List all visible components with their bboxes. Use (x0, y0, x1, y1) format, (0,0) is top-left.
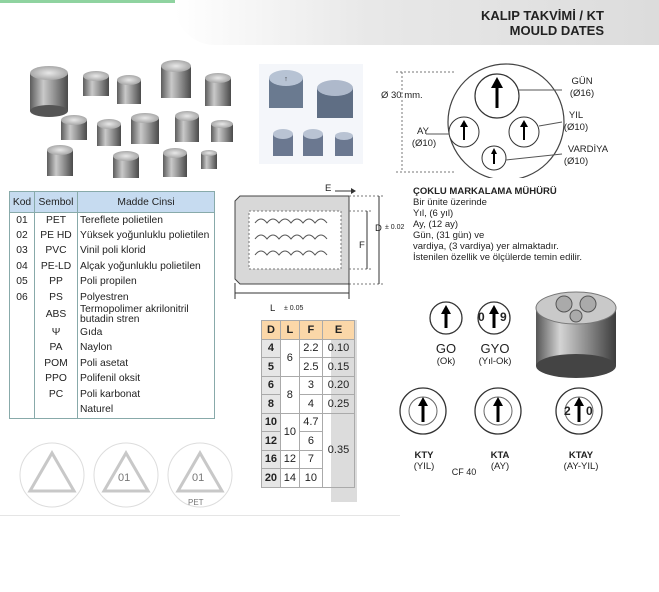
go-label: GO (435, 341, 457, 356)
page-subtitle: MOULD DATES (509, 23, 604, 38)
table-row: Ψ Gıda (10, 325, 215, 340)
go-stamp-icon (428, 300, 464, 336)
material-table (9, 191, 215, 419)
pin-1 (30, 66, 68, 117)
table-row: 8 4 0.25 (262, 395, 355, 414)
ay-dia: (Ø10) (411, 138, 437, 149)
svg-text:↑: ↑ (284, 76, 288, 83)
ktay-sub: (AY-YIL) (563, 461, 599, 472)
col-header-madde: Madde Cinsi (78, 192, 215, 213)
table-row: 04 PE-LD Alçak yoğunluklu polietilen (10, 259, 215, 274)
table-row: 05 PP Poli propilen (10, 275, 215, 290)
table-row: ABS Termopolimer akrilonitril butadin stren (10, 305, 215, 325)
pin-3 (117, 75, 141, 104)
kta-sub: (AY) (490, 461, 510, 472)
pin-4 (161, 60, 191, 98)
table-row: Naturel (10, 402, 215, 418)
table-row: 5 2.5 0.15 (262, 358, 355, 377)
table-row: 4 6 2.2 0.10 (262, 339, 355, 358)
table-row: POM Poli asetat (10, 356, 215, 371)
table-row: 20 14 10 (262, 469, 355, 488)
ay-label: AY (417, 126, 429, 137)
go-sub: (Ok) (436, 356, 456, 367)
gyo-sub: (Yıl-Ok) (478, 356, 512, 367)
table-row: PPO Polifenil oksit (10, 372, 215, 387)
pin-9 (175, 111, 199, 142)
multi-line-6: İstenilen özellik ve ölçülerde temin edilir. (413, 252, 582, 263)
pin-13 (163, 148, 187, 177)
col-header-sembol: Sembol (35, 192, 78, 213)
pin-11 (47, 145, 73, 176)
recycle-symbol-blank (14, 441, 90, 509)
cf-label: CF 40 (451, 467, 477, 477)
pin-5 (205, 73, 231, 106)
diameter-label: Ø 30 mm. (381, 90, 423, 101)
gyo-digit-left: 0 (478, 310, 485, 324)
table-row: PC Poli karbonat (10, 387, 215, 402)
table-row: 02 PE HD Yüksek yoğunluklu polietilen (10, 228, 215, 243)
kty-stamp-icon (398, 386, 448, 436)
multi-line-2: Yıl, (6 yıl) (413, 208, 454, 219)
kta-stamp-icon (473, 386, 523, 436)
vardiya-dia: (Ø10) (563, 156, 589, 167)
table-row: 12 6 (262, 432, 355, 451)
multi-stamp-diagram (376, 60, 659, 178)
yil-label: YIL (568, 110, 584, 121)
dim-f-label: F (359, 240, 365, 251)
gyo-digit-right: 9 (500, 310, 507, 324)
pin-7 (97, 119, 121, 146)
table-row: 6 8 3 0.20 (262, 376, 355, 395)
kty-label: KTY (414, 450, 434, 461)
col-header-kod: Kod (10, 192, 35, 213)
dim-d-tol: ± 0.02 (385, 224, 405, 231)
dim-l-tol: ± 0.05 (284, 305, 304, 312)
page-title: KALIP TAKVİMİ / KT (480, 8, 604, 23)
table-row: 06 PS Polyestren (10, 290, 215, 305)
pin-12 (113, 151, 139, 178)
dim-e-label: E (325, 183, 332, 194)
dim-l-label: L (270, 303, 276, 314)
technical-drawing (225, 183, 395, 313)
table-row: 16 12 7 (262, 450, 355, 469)
food-icon: Ψ (35, 325, 78, 340)
recycle-code-2: 01 (192, 472, 205, 484)
recycle-pet-label: PET (188, 498, 204, 507)
pin-6 (61, 115, 87, 140)
kty-sub: (YIL) (413, 461, 435, 472)
dimension-table: D L F E 4 6 2.2 0.10 5 2.5 0.15 6 8 3 0.20 8 4 0.25 10 10 4.7 0.35 12 6 16 12 7 20 14 10 (261, 320, 355, 488)
gun-label: GÜN (571, 76, 593, 87)
gyo-label: GYO (480, 341, 510, 356)
yil-dia: (Ø10) (563, 122, 589, 133)
vardiya-label: VARDİYA (567, 144, 609, 155)
kta-label: KTA (490, 450, 510, 461)
product-photo-multi-stamp (530, 286, 622, 382)
multi-line-1: Bir ünite üzerinde (413, 197, 487, 208)
dim-d-label: D (375, 223, 382, 234)
product-photo-pins (25, 58, 250, 188)
multi-line-3: Ay, (12 ay) (413, 219, 459, 230)
table-row: 10 10 4.7 0.35 (262, 413, 355, 432)
table-row: PA Naylon (10, 341, 215, 356)
multi-line-4: Gün, (31 gün) ve (413, 230, 485, 241)
multi-line-5: vardiya, (3 vardiya) yer almaktadır. (413, 241, 559, 252)
gun-dia: (Ø16) (569, 88, 595, 99)
ktay-stamp-icon (554, 386, 604, 436)
product-photo-date-pins (259, 64, 363, 164)
divider (0, 515, 400, 516)
multi-title: ÇOKLU MARKALAMA MÜHÜRÜ (413, 186, 557, 197)
ktay-label: KTAY (568, 450, 594, 461)
pin-14 (201, 150, 217, 169)
table-row: 01 PET Tereflete polietilen (10, 213, 215, 229)
pin-2 (83, 71, 109, 96)
table-row: 03 PVC Vinil poli klorid (10, 244, 215, 259)
pin-10 (211, 120, 233, 142)
ktay-digit-left: 2 (564, 404, 571, 418)
pin-8 (131, 113, 159, 144)
ktay-digit-right: 0 (586, 404, 593, 418)
recycle-code-1: 01 (118, 472, 131, 484)
